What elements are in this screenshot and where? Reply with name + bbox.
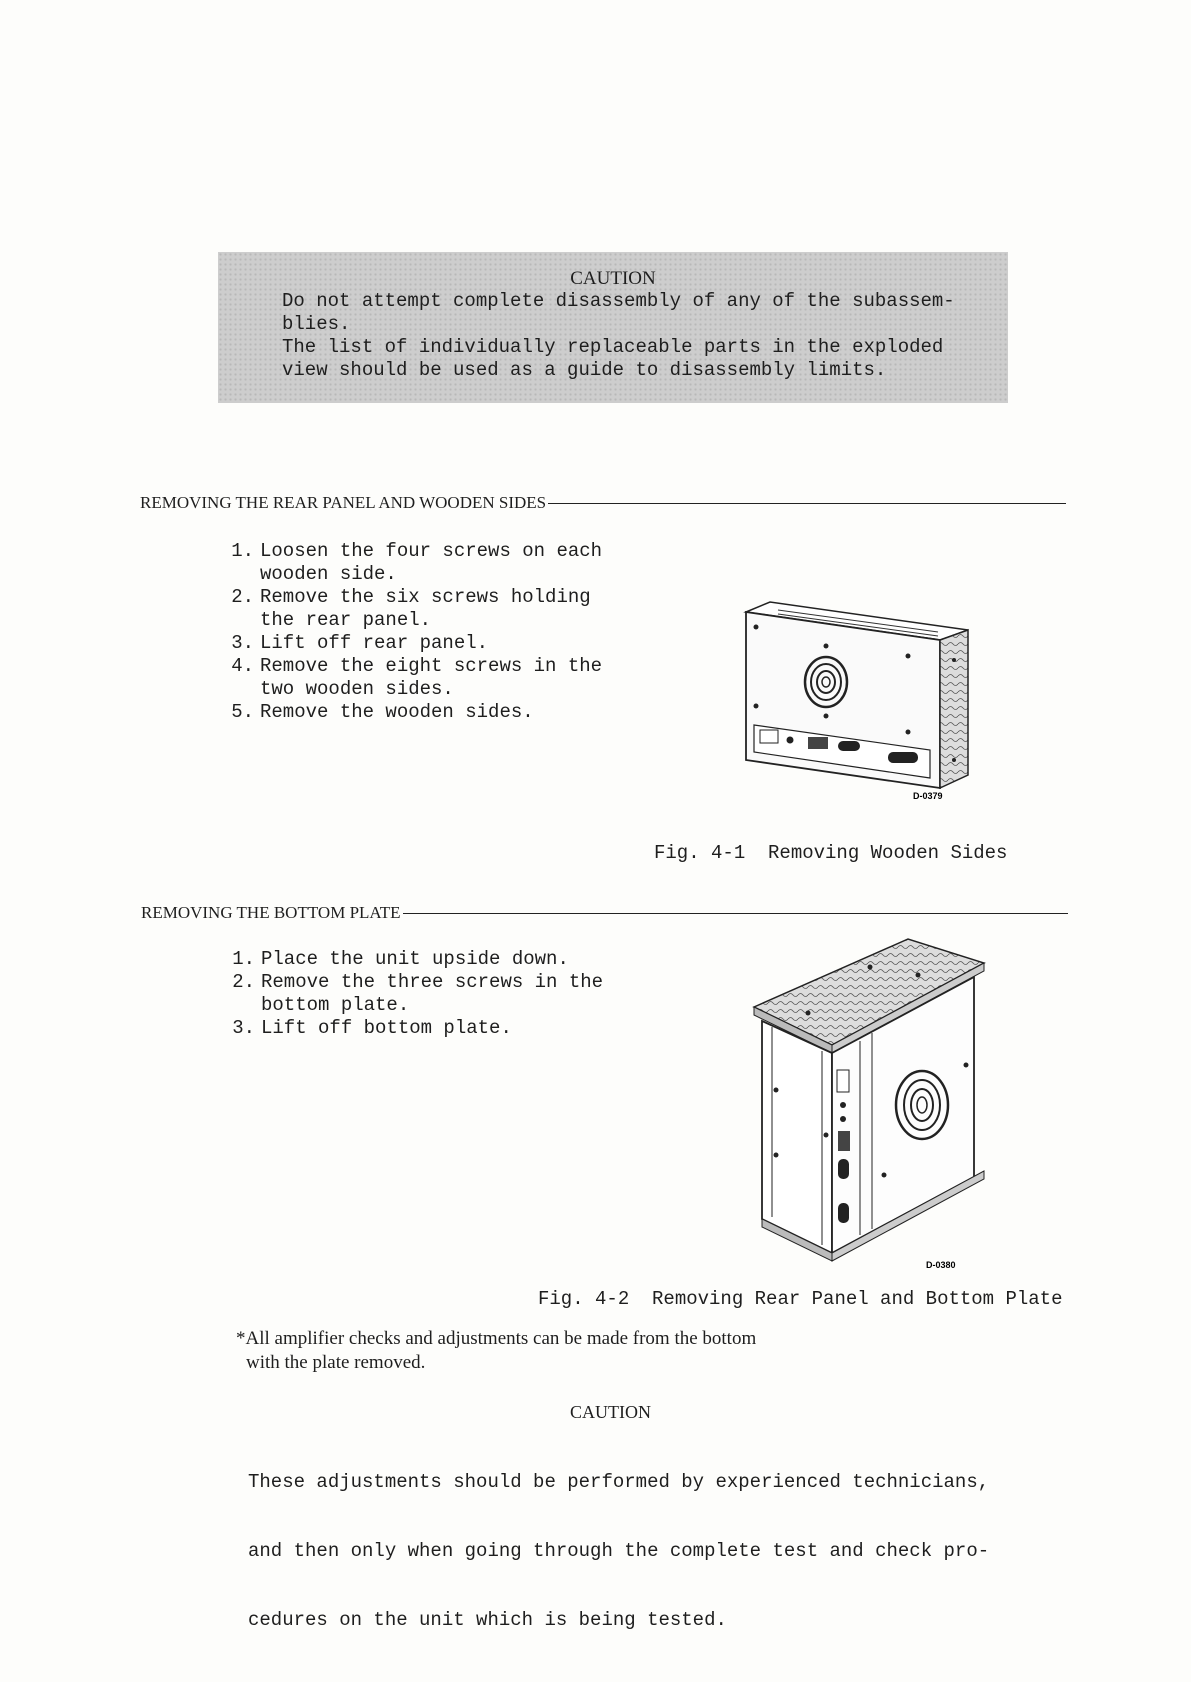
caution-line: view should be used as a guide to disassembly limits. bbox=[282, 359, 887, 381]
step-number: 3. bbox=[231, 632, 254, 654]
step-text: Lift off rear panel. bbox=[260, 632, 489, 654]
caution-line: The list of individually replaceable parts in the exploded bbox=[282, 336, 944, 358]
caution-line: blies. bbox=[282, 313, 351, 335]
step-text: Loosen the four screws on each wooden side. bbox=[260, 540, 603, 585]
step-number: 3. bbox=[232, 1017, 255, 1039]
caution-line: cedures on the unit which is being tested. bbox=[248, 1609, 727, 1631]
caution-box bbox=[218, 252, 1008, 403]
rear-panel-steps bbox=[220, 540, 602, 724]
step-number: 2. bbox=[232, 971, 255, 993]
figure-4-2-illustration bbox=[748, 935, 998, 1270]
step-item bbox=[221, 1017, 603, 1040]
note-line: with the plate removed. bbox=[246, 1352, 426, 1373]
step-text: Remove the three screws in the bottom plate. bbox=[261, 971, 604, 1016]
step-item bbox=[220, 632, 602, 655]
section-heading-rear-panel bbox=[140, 493, 1066, 513]
step-number: 5. bbox=[231, 701, 254, 723]
caution-line: These adjustments should be performed by experienced technicians, bbox=[248, 1471, 990, 1493]
step-text: Place the unit upside down. bbox=[261, 948, 569, 970]
adjustment-note bbox=[236, 1327, 756, 1375]
step-item bbox=[221, 971, 603, 1017]
heading-rule bbox=[548, 503, 1066, 504]
step-number: 2. bbox=[231, 586, 254, 608]
step-text: Lift off bottom plate. bbox=[261, 1017, 512, 1039]
step-number: 1. bbox=[231, 540, 254, 562]
footer-caution-title: CAUTION bbox=[570, 1402, 651, 1422]
step-number: 1. bbox=[232, 948, 255, 970]
note-line: *All amplifier checks and adjustments can be made from the bottom bbox=[236, 1328, 757, 1349]
caution-text bbox=[282, 290, 982, 382]
section-heading-bottom-plate bbox=[141, 903, 1068, 923]
section-title: REMOVING THE REAR PANEL AND WOODEN SIDES bbox=[140, 493, 547, 512]
step-item bbox=[220, 540, 602, 586]
caution-title: CAUTION bbox=[570, 268, 656, 289]
step-item bbox=[220, 586, 602, 632]
bottom-plate-steps bbox=[221, 948, 603, 1040]
step-text: Remove the wooden sides. bbox=[260, 701, 534, 723]
step-item bbox=[220, 701, 602, 724]
section-title: REMOVING THE BOTTOM PLATE bbox=[141, 903, 401, 922]
step-number: 4. bbox=[231, 655, 254, 677]
heading-rule bbox=[403, 913, 1068, 914]
figure-4-2-id: D-0380 bbox=[926, 1260, 956, 1270]
figure-4-1-id: D-0379 bbox=[913, 791, 943, 800]
figure-4-1-caption: Fig. 4-1 Removing Wooden Sides bbox=[654, 842, 1008, 864]
caution-line: Do not attempt complete disassembly of any of the subassem- bbox=[282, 290, 955, 312]
step-text: Remove the eight screws in the two wooden sides. bbox=[260, 655, 603, 700]
step-item bbox=[221, 948, 603, 971]
footer-caution-text bbox=[248, 1425, 989, 1655]
step-item bbox=[220, 655, 602, 701]
figure-4-2-caption: Fig. 4-2 Removing Rear Panel and Bottom Plate bbox=[538, 1288, 1063, 1310]
step-text: Remove the six screws holding the rear panel. bbox=[260, 586, 591, 631]
caution-line: and then only when going through the complete test and check pro- bbox=[248, 1540, 990, 1562]
figure-4-1-illustration bbox=[738, 600, 988, 800]
